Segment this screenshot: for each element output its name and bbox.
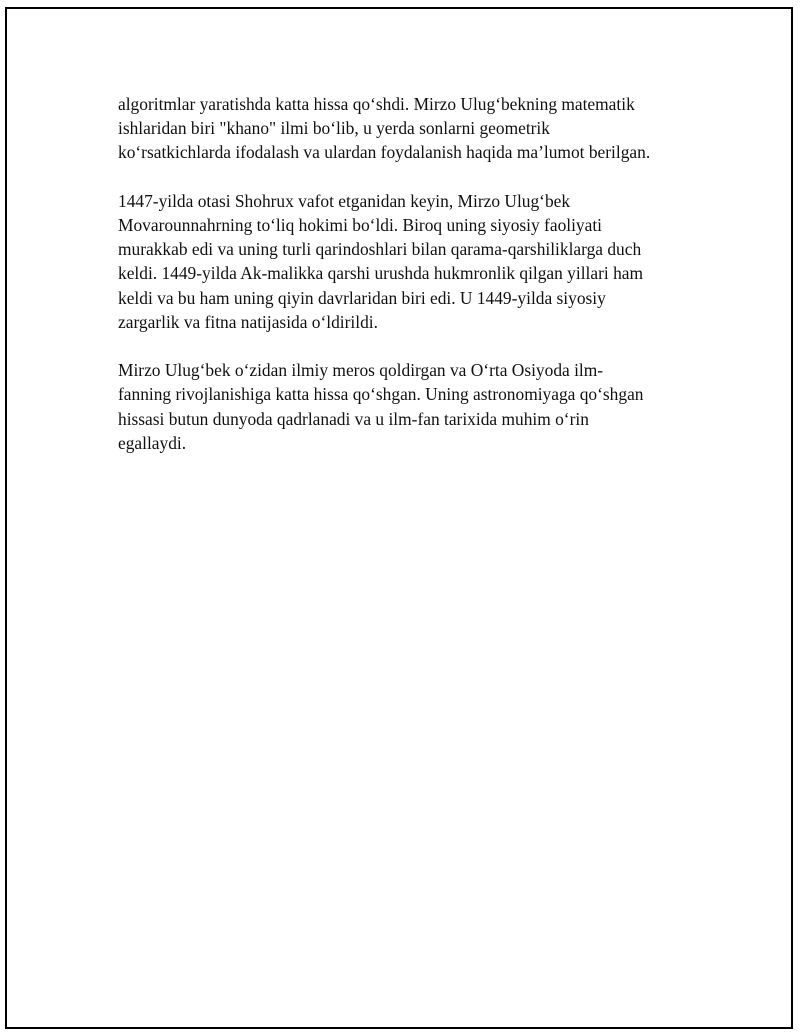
text-line: Mirzo Ulug‘bek o‘zidan ilmiy meros qoldirgan va O‘rta Osiyoda ilm- <box>118 360 604 381</box>
text-line: Movarounnahrning to‘liq hokimi bo‘ldi. Biroq uning siyosiy faoliyati <box>118 215 602 235</box>
text-line: ko‘rsatkichlarda ifodalash va ulardan foydalanish haqida ma’lumot berilgan. <box>118 142 651 163</box>
text-line: ishlaridan biri "khano" ilmi bo‘lib, u yerda sonlarni geometrik <box>118 118 550 139</box>
document-body <box>118 92 693 479</box>
text-line: keldi va bu ham uning qiyin davrlaridan biri edi. U 1449-yilda siyosiy <box>118 287 606 308</box>
paragraph-3 <box>118 358 693 455</box>
paragraph-1 <box>118 92 693 165</box>
text-line: keldi. 1449-yilda Ak-malikka qarshi urushda hukmronlik qilgan yillari ham <box>118 263 644 284</box>
text-line: fanning rivojlanishiga katta hissa qo‘shgan. Uning astronomiyaga qo‘shgan <box>118 384 644 405</box>
text-line: 1447-yilda otasi Shohrux vafot etganidan keyin, Mirzo Ulug‘bek <box>118 190 571 211</box>
text-line: hissasi butun dunyoda qadrlanadi va u ilm-fan tarixida muhim o‘rin <box>118 408 589 429</box>
text-line: algoritmlar yaratishda katta hissa qo‘shdi. Mirzo Ulug‘bekning matematik <box>118 94 635 114</box>
paragraph-2 <box>118 189 693 334</box>
text-line: egallaydi. <box>118 432 187 453</box>
text-line: zargarlik va fitna natijasida o‘ldirildi. <box>118 311 378 332</box>
text-line: murakkab edi va uning turli qarindoshlari bilan qarama-qarshiliklarga duch <box>118 239 642 260</box>
